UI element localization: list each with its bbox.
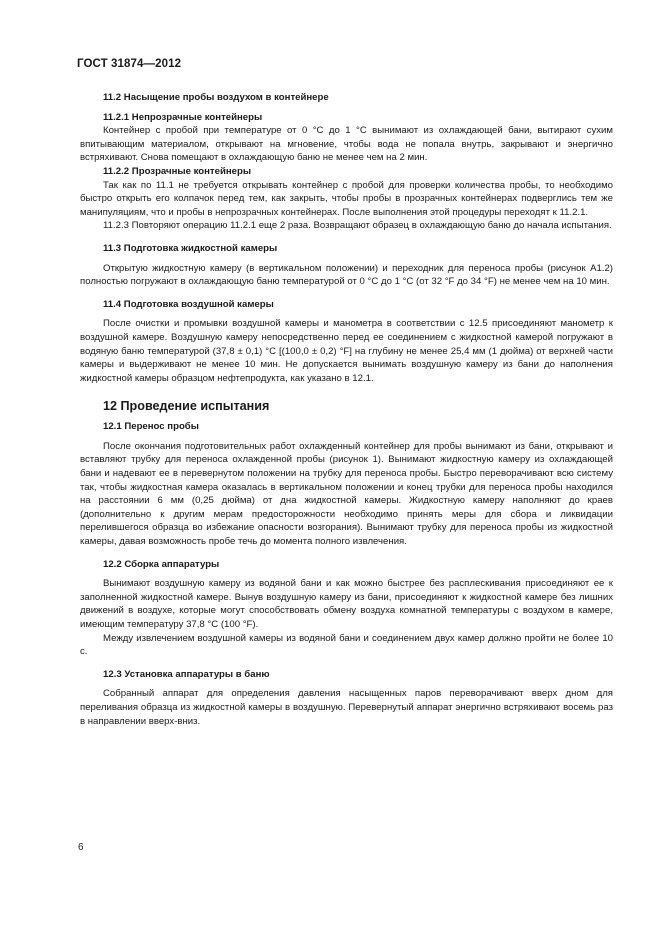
heading-12: 12 Проведение испытания (103, 399, 270, 414)
paragraph-12-3: Собранный аппарат для определения давления насыщенных паров переворачивают вверх дном для переливания образца из жидкостной камеры в воздушную. Перевернутый аппарат энергично встряхивают восемь раз в направлении вверх-вниз. (80, 688, 613, 727)
page-content (80, 91, 613, 728)
heading-11-2: 11.2 Насыщение пробы воздухом в контейнере (103, 92, 329, 103)
paragraph-11-2-2: Так как по 11.1 не требуется открывать контейнер с пробой для проверки количества пробы, то необходимо быстро открыть его колпачок перед тем, как закрыть, чтобы пробы в прозрачных контейнерах подверглись тем же манипуляциям, что и пробы в непрозрачных контейнерах. После выполнения этой процедуры переходят к 11.2.1. (80, 179, 613, 218)
page-header-standard: ГОСТ 31874—2012 (77, 58, 182, 70)
paragraph-11-3: Открытую жидкостную камеру (в вертикальном положении) и переходник для переноса пробы (рисунок А1.2) полностью погружают в охлаждающую баню температурой от 0 °C до 1 °C (от 32 °F до 34 °F) не менее чем на 10 мин. (80, 262, 613, 288)
paragraph-12-2-a: Вынимают воздушную камеру из водяной бани и как можно быстрее без расплескивания присоединяют ее к заполненной жидкостной камере. Вынув воздушную камеру из бани, присоединяют к жидкостной камере без лишних движений в воздухе, которые могут способствовать обмену воздуха комнатной температуры с воздухом в камере, имеющим температуру 37,8 °C (100 °F). (80, 578, 613, 630)
heading-11-2-1: 11.2.1 Непрозрачные контейнеры (103, 111, 263, 123)
paragraph-11-2-3: 11.2.3 Повторяют операцию 11.2.1 еще 2 раза. Возвращают образец в охлаждающую баню до начала испытания. (103, 220, 612, 232)
heading-11-2-2: 11.2.2 Прозрачные контейнеры (103, 165, 252, 177)
heading-12-3: 12.3 Установка аппаратуры в баню (103, 668, 270, 680)
paragraph-11-2-1: Контейнер с пробой при температуре от 0 °C до 1 °C вынимают из охлаждающей бани, вытирают сухим впитывающим материалом, открывают на мгновение, чтобы вода не попала внутрь, закрывают и энергично встряхивают. Снова помещают в охлаждающую баню не менее чем на 2 мин. (80, 125, 613, 164)
heading-12-2: 12.2 Сборка аппаратуры (103, 558, 220, 570)
page-number: 6 (78, 842, 84, 853)
heading-12-1: 12.1 Перенос пробы (103, 421, 199, 433)
heading-11-4: 11.4 Подготовка воздушной камеры (103, 298, 274, 310)
paragraph-12-2-b: Между извлечением воздушной камеры из водяной бани и соединением двух камер должно пройти не более 10 с. (80, 632, 613, 658)
paragraph-12-1: После окончания подготовительных работ охлажденный контейнер для пробы вынимают из бани, открывают и вставляют трубку для переноса охлажденной пробы (рисунок 1). Вынимают жидкостную камеру из охлаждающей бани и надевают ее в перевернутом положении на трубку для переноса пробы. Быстро переворачивают всю систему так, чтобы жидкостная камера оказалась в вертикальном положении и конец трубки для переноса пробы находился на расстоянии 6 мм (0,25 дюйма) от дна жидкостной камеры. Жидкостную камеру наполняют до краев (дополнительно к другим мерам предосторожности необходимо принять меры для сбора и ликвидации перелившегося образца во избежание опасности возгорания). Вынимают трубку для переноса пробы из жидкостной камеры, давая возможность пробе течь до момента полного извлечения. (80, 440, 613, 548)
heading-11-3: 11.3 Подготовка жидкостной камеры (103, 242, 278, 254)
paragraph-11-4: После очистки и промывки воздушной камеры и манометра в соответствии с 12.5 присоединяют манометр к воздушной камере. Воздушную камеру непосредственно перед ее соединением с жидкостной камерой погружают в водяную баню температурой (37,8 ± 0,1) °C [(100,0 ± 0,2) °F] на глубину не менее 25,4 мм (1 дюйма) от верхней части камеры и выдерживают не менее 10 мин. Не допускается вынимать воздушную камеру из бани до наполнения жидкостной камеры образцом нефтепродукта, как указано в 12.1. (80, 318, 613, 384)
